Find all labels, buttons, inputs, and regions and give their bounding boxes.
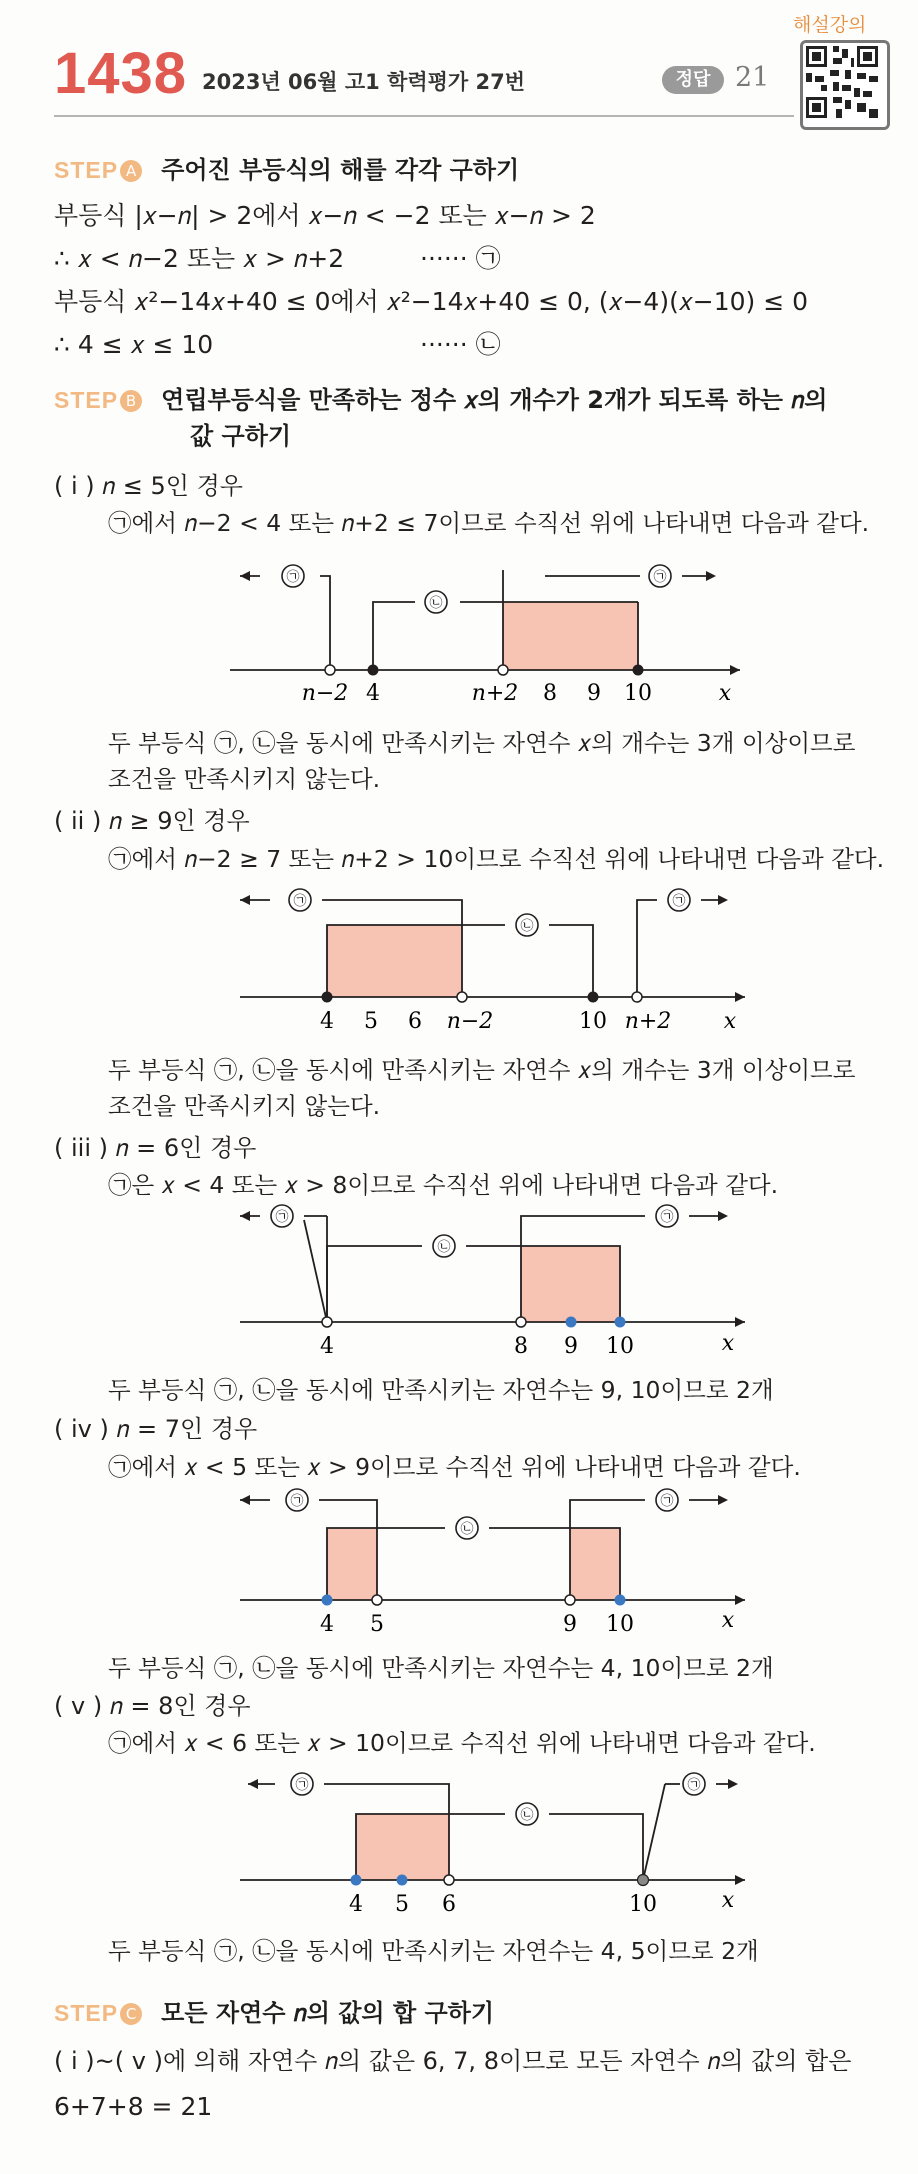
step-a-header xyxy=(54,150,519,185)
tick-label: 10 xyxy=(624,681,652,706)
tick-label: 5 xyxy=(370,1612,384,1637)
ineq-a-mark: ㉠ xyxy=(672,894,686,909)
tick-label: 9 xyxy=(587,681,601,706)
overlap-region xyxy=(503,602,638,670)
case-2-label: ( ii ) 𝑛 ≥ 9인 경우 xyxy=(54,807,250,835)
step-b-tag: STEP xyxy=(54,387,119,413)
step-c-tag: STEP xyxy=(54,2000,119,2026)
tick-label: 4 xyxy=(320,1009,334,1034)
qr-code-icon[interactable] xyxy=(800,40,890,130)
step-b-title-2: 값 구하기 xyxy=(190,422,292,450)
number-line-case-4 xyxy=(0,1480,918,1644)
case-5-conclusion: 두 부등식 ㉠, ㉡을 동시에 만족시키는 자연수는 4, 5이므로 2개 xyxy=(108,1937,759,1965)
tick-label: 9 xyxy=(563,1612,577,1637)
step-c-header xyxy=(54,1993,494,2028)
step-a-tag: STEP xyxy=(54,157,119,183)
case-4-label: ( iv ) 𝑛 = 7인 경우 xyxy=(54,1415,258,1443)
ineq-a-mark: ㉠ xyxy=(660,1494,674,1509)
number-line-case-2 xyxy=(0,875,918,1049)
case-1-label: ( i ) 𝑛 ≤ 5인 경우 xyxy=(54,472,243,500)
tick-label: 8 xyxy=(514,1334,528,1359)
tick-label: 9 xyxy=(564,1334,578,1359)
step-c-line-1: ( i )~( v )에 의해 자연수 𝑛의 값은 6, 7, 8이므로 모든 자연수 𝑛의 값의 합은 xyxy=(54,2047,852,2075)
tick-label: 8 xyxy=(543,681,557,706)
step-c-title: 모든 자연수 𝑛의 값의 합 구하기 xyxy=(161,1999,495,2027)
ineq-a-mark: ㉠ xyxy=(290,1494,304,1509)
exam-source: 2023년 06월 고1 학력평가 27번 xyxy=(202,70,526,94)
ineq-a-mark: ㉠ xyxy=(286,570,300,585)
step-a-line-3: 부등식 𝑥²−14𝑥+40 ≤ 0에서 𝑥²−14𝑥+40 ≤ 0, (𝑥−4)(𝑥−10) ≤ 0 xyxy=(54,287,809,316)
tick-label: 𝑛−2 xyxy=(301,681,349,706)
axis-label: 𝑥 xyxy=(721,1888,735,1913)
case-3-conclusion: 두 부등식 ㉠, ㉡을 동시에 만족시키는 자연수는 9, 10이므로 2개 xyxy=(108,1376,774,1404)
case-1-intro: ㉠에서 𝑛−2 < 4 또는 𝑛+2 ≤ 7이므로 수직선 위에 나타내면 다음과 같다. xyxy=(108,509,870,537)
tick-label: 4 xyxy=(349,1892,363,1917)
problem-number: 1438 xyxy=(54,41,188,106)
ineq-a-marker: ······ ㉠ xyxy=(420,244,501,273)
point-closed xyxy=(633,665,644,676)
ineq-b-mark: ㉡ xyxy=(429,596,443,611)
case-1-conclusion-2: 조건을 만족시키지 않는다. xyxy=(108,765,381,793)
case-3-label: ( iii ) 𝑛 = 6인 경우 xyxy=(54,1134,257,1162)
case-4-intro: ㉠에서 𝑥 < 5 또는 𝑥 > 9이므로 수직선 위에 나타내면 다음과 같다. xyxy=(108,1453,801,1481)
axis-label: 𝑥 xyxy=(718,681,732,706)
answer-value: 21 xyxy=(735,62,770,93)
ineq-b-mark: ㉡ xyxy=(520,919,534,934)
number-line-case-5 xyxy=(0,1760,918,1924)
tick-label: 𝑛−2 xyxy=(446,1009,494,1034)
tick-label: 5 xyxy=(364,1009,378,1034)
case-5-intro: ㉠에서 𝑥 < 6 또는 𝑥 > 10이므로 수직선 위에 나타내면 다음과 같다. xyxy=(108,1729,816,1757)
step-a-letter: A xyxy=(120,160,142,182)
point-open xyxy=(498,665,508,675)
ineq-a-mark: ㉠ xyxy=(653,570,667,585)
header-divider xyxy=(54,115,794,117)
tick-label: 10 xyxy=(629,1892,657,1917)
lecture-label[interactable]: 해설강의 xyxy=(793,14,867,36)
number-line-case-1 xyxy=(0,540,918,714)
ineq-b-mark: ㉡ xyxy=(520,1808,534,1823)
case-5-label: ( v ) 𝑛 = 8인 경우 xyxy=(54,1692,251,1720)
point-open xyxy=(325,665,335,675)
tick-label: 4 xyxy=(320,1334,334,1359)
case-1-conclusion-1: 두 부등식 ㉠, ㉡을 동시에 만족시키는 자연수 𝑥의 개수는 3개 이상이므로 xyxy=(108,729,856,757)
case-2-conclusion-1: 두 부등식 ㉠, ㉡을 동시에 만족시키는 자연수 𝑥의 개수는 3개 이상이므로 xyxy=(108,1056,856,1084)
ineq-b-mark: ㉡ xyxy=(460,1522,474,1537)
tick-label: 10 xyxy=(579,1009,607,1034)
ineq-a-mark: ㉠ xyxy=(293,894,307,909)
axis-label: 𝑥 xyxy=(721,1608,735,1633)
tick-label: 4 xyxy=(320,1612,334,1637)
ineq-b-mark: ㉡ xyxy=(437,1240,451,1255)
tick-label: 10 xyxy=(606,1334,634,1359)
step-a-line-2: ∴ 𝑥 < 𝑛−2 또는 𝑥 > 𝑛+2 xyxy=(54,244,345,273)
tick-label: 10 xyxy=(606,1612,634,1637)
axis-label: 𝑥 xyxy=(721,1331,735,1356)
axis-label: 𝑥 xyxy=(723,1009,737,1034)
step-c-line-2: 6+7+8 = 21 xyxy=(54,2092,213,2121)
step-b-header xyxy=(54,380,827,415)
answer-badge: 정답 xyxy=(662,66,724,94)
ineq-a-mark: ㉠ xyxy=(295,1778,309,1793)
ineq-a-mark: ㉠ xyxy=(660,1210,674,1225)
ineq-a-mark: ㉠ xyxy=(275,1210,289,1225)
step-b-letter: B xyxy=(120,390,142,412)
case-4-conclusion: 두 부등식 ㉠, ㉡을 동시에 만족시키는 자연수는 4, 10이므로 2개 xyxy=(108,1654,774,1682)
tick-label: 6 xyxy=(442,1892,456,1917)
number-line-case-3 xyxy=(0,1200,918,1364)
tick-label: 6 xyxy=(408,1009,422,1034)
case-2-intro: ㉠에서 𝑛−2 ≥ 7 또는 𝑛+2 > 10이므로 수직선 위에 나타내면 다음과 같다. xyxy=(108,845,885,873)
step-c-letter: C xyxy=(120,2003,142,2025)
case-2-conclusion-2: 조건을 만족시키지 않는다. xyxy=(108,1092,381,1120)
step-a-line-4: ∴ 4 ≤ 𝑥 ≤ 10 xyxy=(54,330,214,359)
ineq-b-marker: ······ ㉡ xyxy=(420,330,501,359)
tick-label: 𝑛+2 xyxy=(471,681,519,706)
tick-label: 𝑛+2 xyxy=(624,1009,672,1034)
tick-label: 4 xyxy=(366,681,380,706)
ineq-a-mark: ㉠ xyxy=(687,1778,701,1793)
tick-label: 5 xyxy=(395,1892,409,1917)
point-closed xyxy=(368,665,379,676)
step-a-line-1: 부등식 |𝑥−𝑛| > 2에서 𝑥−𝑛 < −2 또는 𝑥−𝑛 > 2 xyxy=(54,201,596,230)
step-a-title: 주어진 부등식의 해를 각각 구하기 xyxy=(161,156,520,184)
step-b-title-1: 연립부등식을 만족하는 정수 𝑥의 개수가 2개가 되도록 하는 𝑛의 xyxy=(161,386,828,414)
case-3-intro: ㉠은 𝑥 < 4 또는 𝑥 > 8이므로 수직선 위에 나타내면 다음과 같다. xyxy=(108,1171,779,1199)
